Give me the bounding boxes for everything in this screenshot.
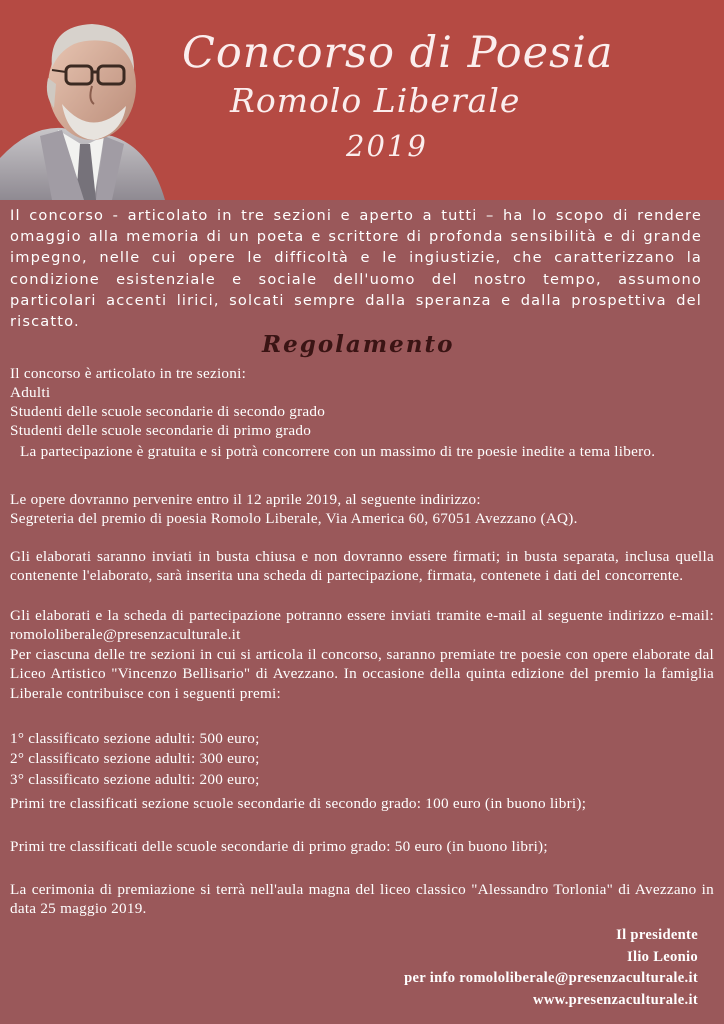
indirizzo-text: Segreteria del premio di poesia Romolo Liberale, Via America 60, 67051 Avezzano (AQ). (10, 510, 578, 527)
scadenza-text: Le opere dovranno pervenire entro il 12 aprile 2019, al seguente indirizzo: (10, 491, 481, 508)
premi-intro-text: Per ciascuna delle tre sezioni in cui si articola il concorso, saranno premiate tre poesie con opere elaborate dal Liceo Artistico "Vincenzo Bellisario" di Avezzano. In occasione della quinta edizione del premio la famiglia Liberale contribuisce con i seguenti premi: (10, 646, 714, 702)
president-name: Ilio Leonio (626, 948, 698, 965)
premio-primo: 1° classificato sezione adulti: 500 euro; (10, 730, 260, 747)
contest-subtitle: Romolo Liberale (230, 81, 521, 120)
contest-year: 2019 (346, 129, 428, 163)
sezioni-intro: Il concorso è articolato in tre sezioni: (10, 365, 247, 382)
regolamento-heading: Regolamento (262, 331, 455, 358)
intro-paragraph: Il concorso - articolato in tre sezioni e aperto a tutti – ha lo scopo di rendere omaggio alla memoria di un poeta e scrittore di profonda sensibilità e di grande impegno, nelle cui opere le difficoltà e le ingiustizie, che caratterizzano la condizione esistenziale e sociale dell'uomo del nostro tempo, assumono particolari accenti lirici, solcati sempre dalla speranza e dalla prospettiva del riscatto. (10, 207, 702, 331)
sezione-secondo-grado: Studenti delle scuole secondarie di secondo grado (10, 403, 326, 420)
president-role: Il presidente (616, 927, 698, 943)
website-link[interactable]: www.presenzaculturale.it (532, 991, 698, 1008)
partecipazione-text: La partecipazione è gratuita e si potrà concorrere con un massimo di tre poesie inedite a tema libero. (20, 443, 656, 460)
premio-primo-grado-text: Primi tre classificati delle scuole secondarie di primo grado: 50 euro (in buono libri); (10, 838, 548, 855)
premio-secondo: 2° classificato sezione adulti: 300 euro; (10, 750, 260, 767)
premio-secondo-grado-text: Primi tre classificati sezione scuole secondarie di secondo grado: 100 euro (in buono libri); (10, 795, 587, 812)
cerimonia-text: La cerimonia di premiazione si terrà nell'aula magna del liceo classico "Alessandro Torlonia" di Avezzano in data 25 maggio 2019. (10, 881, 714, 918)
premio-terzo: 3° classificato sezione adulti: 200 euro; (10, 771, 260, 788)
contest-title: Concorso di Poesia (182, 28, 614, 78)
elaborati-text: Gli elaborati saranno inviati in busta chiusa e non dovranno essere firmati; in busta separata, inclusa quella contenente l'elaborato, sarà inserita una scheda di partecipazione, firmata, contenete i dati del concorrente. (10, 548, 714, 585)
info-email: per info romololiberale@presenzaculturale.it (404, 970, 698, 986)
signature-block (404, 925, 698, 1011)
sezione-adulti: Adulti (10, 384, 51, 401)
sezione-primo-grado: Studenti delle scuole secondarie di primo grado (10, 422, 312, 439)
email-invio-text: Gli elaborati e la scheda di partecipazione potranno essere inviati tramite e-mail al seguente indirizzo e-mail: romololiberale@presenzaculturale.it (10, 607, 714, 644)
poet-portrait (0, 8, 165, 200)
